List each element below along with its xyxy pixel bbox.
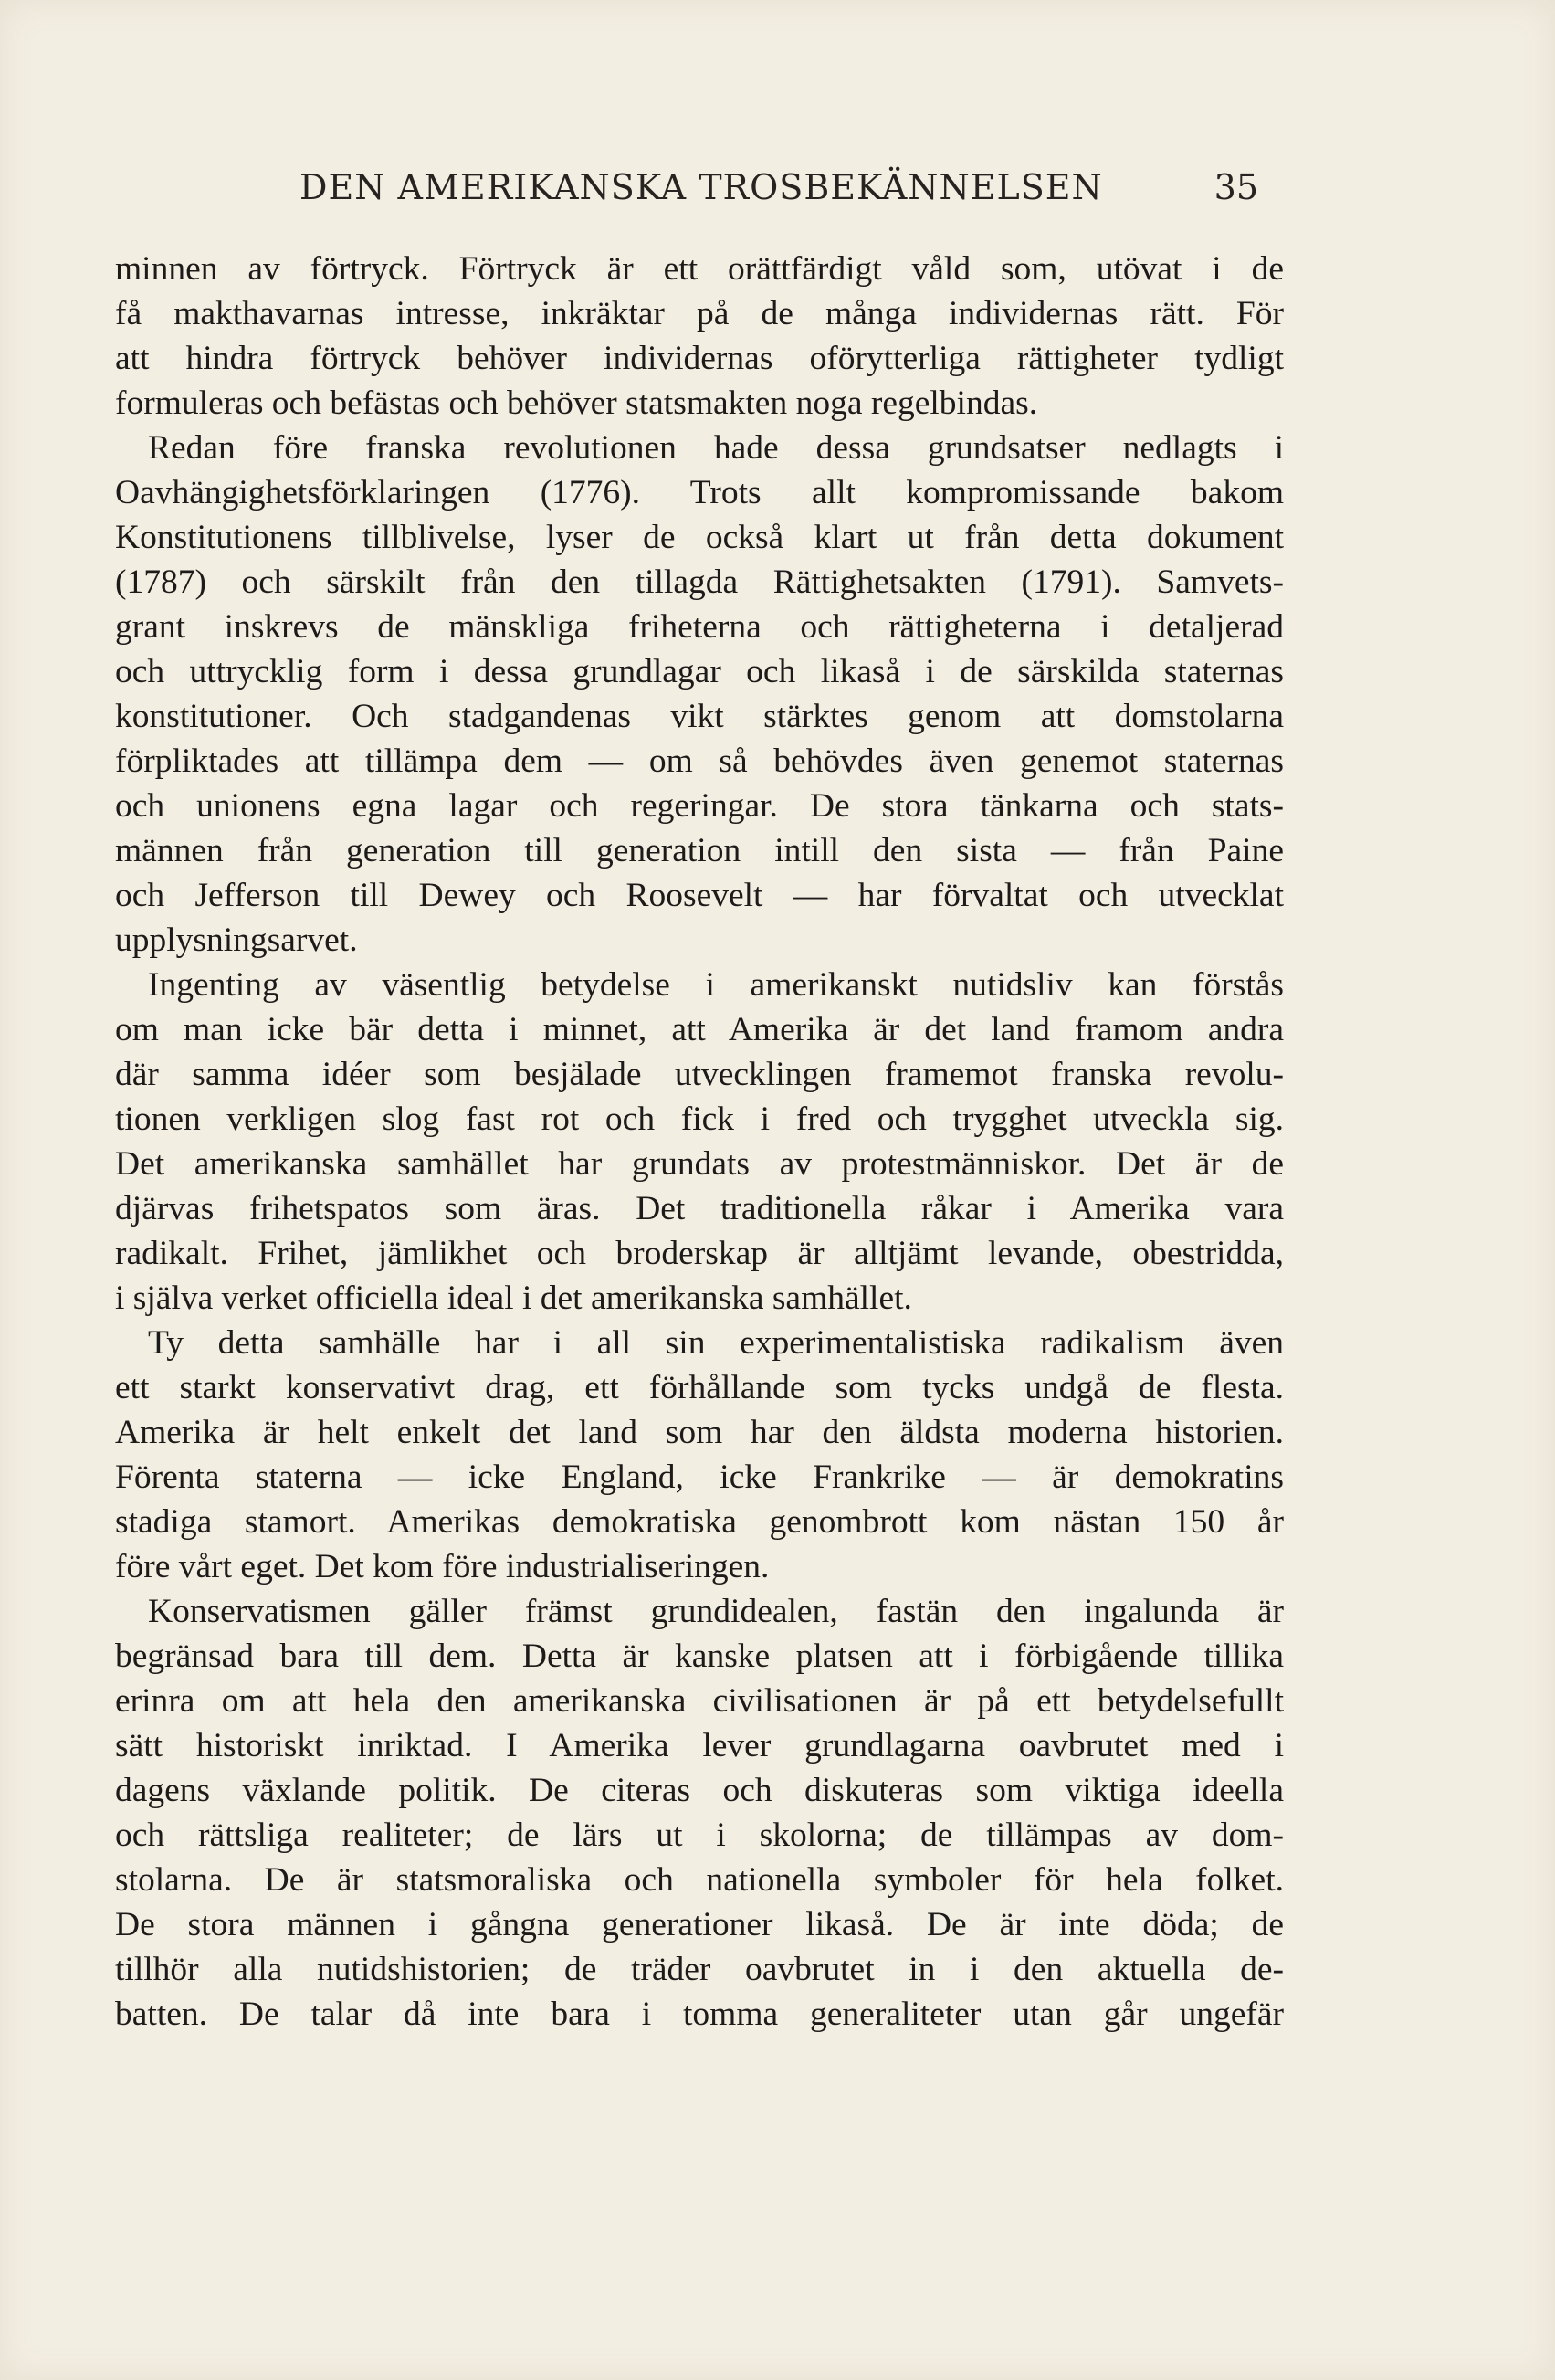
text-line: om man icke bär detta i minnet, att Amerika är det land framom andra [115, 1011, 1284, 1048]
text-line: djärvas frihetspatos som äras. Det traditionella råkar i Amerika vara [115, 1190, 1284, 1227]
text-line: att hindra förtryck behöver individernas oförytterliga rättigheter tydligt [115, 340, 1284, 377]
text-line: i själva verket officiella ideal i det amerikanska samhället. [115, 1280, 912, 1317]
text-line: minnen av förtryck. Förtryck är ett orättfärdigt våld som, utövat i de [115, 250, 1284, 288]
text-line: tillhör alla nutidshistorien; de träder oavbrutet in i den aktuella de- [115, 1951, 1284, 1988]
text-line: tionen verkligen slog fast rot och fick i fred och trygghet utveckla sig. [115, 1100, 1284, 1138]
text-line: männen från generation till generation intill den sista — från Paine [115, 832, 1284, 869]
text-line: och unionens egna lagar och regeringar. De stora tänkarna och stats- [115, 787, 1284, 825]
text-line: där samma idéer som besjälade utvecklingen framemot franska revolu- [115, 1056, 1284, 1093]
text-line: upplysningsarvet. [115, 921, 358, 959]
text-line: och uttrycklig form i dessa grundlagar och likaså i de särskilda staternas [115, 653, 1284, 690]
text-line: Förenta staterna — icke England, icke Frankrike — är demokratins [115, 1459, 1284, 1496]
text-line: grant inskrevs de mänskliga friheterna och rättigheterna i detaljerad [115, 608, 1284, 646]
text-line: Konservatismen gäller främst grundidealen, fastän den ingalunda är [148, 1593, 1284, 1630]
text-line: batten. De talar då inte bara i tomma generaliteter utan går ungefär [115, 1996, 1284, 2033]
text-line: Konstitutionens tillblivelse, lyser de också klart ut från detta dokument [115, 519, 1284, 556]
text-line: Det amerikanska samhället har grundats av protestmänniskor. Det är de [115, 1145, 1284, 1183]
text-line: Ty detta samhälle har i all sin experimentalistiska radikalism även [148, 1324, 1284, 1362]
text-line: förpliktades att tillämpa dem — om så behövdes även genemot staternas [115, 742, 1284, 780]
body-text [115, 247, 1284, 2037]
text-line: konstitutioner. Och stadgandenas vikt stärktes genom att domstolarna [115, 698, 1284, 735]
text-line: Amerika är helt enkelt det land som har den äldsta moderna historien. [115, 1414, 1284, 1451]
text-line: stolarna. De är statsmoraliska och nationella symboler för hela folket. [115, 1861, 1284, 1899]
text-line: och rättsliga realiteter; de lärs ut i skolorna; de tillämpas av dom- [115, 1817, 1284, 1854]
text-line: De stora männen i gångna generationer likaså. De är inte döda; de [115, 1906, 1284, 1943]
text-line: Oavhängighetsförklaringen (1776). Trots allt kompromissande bakom [115, 474, 1284, 511]
running-head [117, 167, 1258, 222]
text-line: få makthavarnas intresse, inkräktar på de många individernas rätt. För [115, 295, 1284, 332]
text-line: radikalt. Frihet, jämlikhet och broderskap är alltjämt levande, obestridda, [115, 1235, 1284, 1272]
text-line: dagens växlande politik. De citeras och diskuteras som viktiga ideella [115, 1772, 1284, 1809]
page-number: 35 [1214, 167, 1258, 207]
text-line: erinra om att hela den amerikanska civilisationen är på ett betydelsefullt [115, 1682, 1284, 1720]
text-line: före vårt eget. Det kom före industrialiseringen. [115, 1548, 770, 1585]
text-line: ett starkt konservativt drag, ett förhållande som tycks undgå de flesta. [115, 1369, 1284, 1406]
text-line: Ingenting av väsentlig betydelse i amerikanskt nutidsliv kan förstås [148, 966, 1284, 1004]
text-line: Redan före franska revolutionen hade dessa grundsatser nedlagts i [148, 429, 1284, 467]
text-line: sätt historiskt inriktad. I Amerika lever grundlagarna oavbrutet med i [115, 1727, 1284, 1764]
text-line: begränsad bara till dem. Detta är kanske platsen att i förbigående tillika [115, 1638, 1284, 1675]
text-line: (1787) och särskilt från den tillagda Rättighetsakten (1791). Samvets- [115, 563, 1284, 601]
text-line: och Jefferson till Dewey och Roosevelt — har förvaltat och utvecklat [115, 877, 1284, 914]
running-title: DEN AMERIKANSKA TROSBEKÄNNELSEN [299, 167, 1103, 207]
text-line: formuleras och befästas och behöver statsmakten noga regelbindas. [115, 384, 1038, 422]
text-line: stadiga stamort. Amerikas demokratiska genombrott kom nästan 150 år [115, 1503, 1284, 1541]
